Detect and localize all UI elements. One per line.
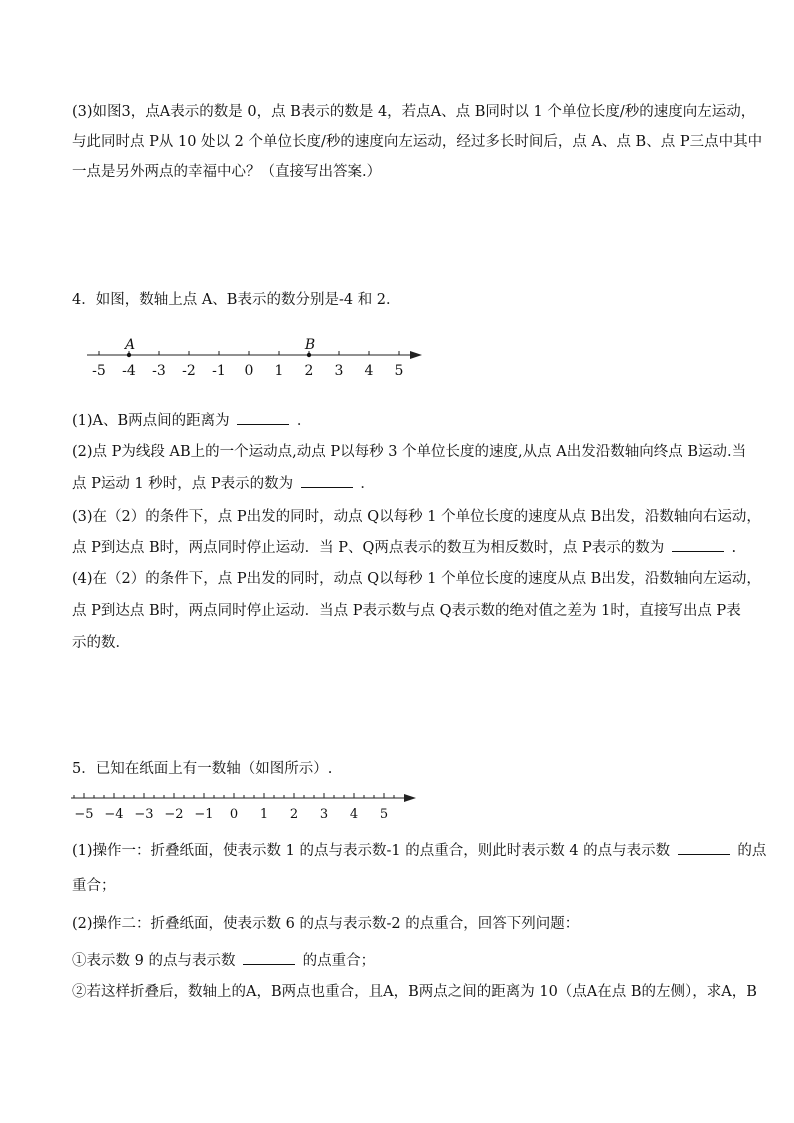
- q3-part3-line3: 一点是另外两点的幸福中心？（直接写出答案.）: [72, 164, 382, 180]
- q5-tick-label: 4: [349, 807, 359, 822]
- q4-part4-line1: (4)在（2）的条件下，点 P出发的同时，动点 Q以每秒 1 个单位长度的速度从点 B出发，沿数轴向左运动，: [72, 571, 761, 587]
- q5-item1-text: ①表示数 9 的点与表示数: [72, 953, 236, 969]
- q4-number-line: [72, 330, 432, 380]
- q4-tick-label: -5: [92, 363, 106, 379]
- q4-tick-label: 1: [274, 363, 284, 379]
- q4-tick-label: -3: [152, 363, 166, 379]
- q4-part2-line1: (2)点 P为线段 AB上的一个运动点,动点 P以每秒 3 个单位长度的速度,从点 A出发沿数轴向终点 B运动.当: [72, 444, 747, 460]
- q5-part1-end: 的点: [737, 843, 767, 859]
- q5-number-line: [66, 788, 426, 822]
- q4-tick-label: 3: [334, 363, 344, 379]
- q4-part1: [72, 410, 311, 431]
- q5-part1-line2: 重合；: [72, 878, 116, 894]
- q5-part2-item2: ②若这样折叠后，数轴上的A，B两点也重合，且A，B两点之间的距离为 10（点A在点 B的左侧），求A，B: [72, 984, 757, 1000]
- q4-part3-line2: [72, 537, 736, 558]
- q4-axis-group: [87, 337, 422, 379]
- q4-part1-end: ．: [296, 413, 312, 429]
- q5-part1-text: (1)操作一：折叠纸面，使表示数 1 的点与表示数-1 的点重合，则此时表示数 4 的点与表示数: [72, 843, 671, 859]
- q5-axis-group: [71, 793, 416, 822]
- q4-part2-end: ．: [360, 476, 375, 492]
- q4-part4-line2: 点 P到达点 B时，两点同时停止运动．当点 P表示数与点 Q表示数的绝对值之差为 1时，直接写出点 P表: [72, 603, 741, 619]
- q4-point-label-a: A: [124, 337, 136, 353]
- q5-title: 5．已知在纸面上有一数轴（如图所示）.: [72, 761, 333, 777]
- q4-title: 4．如图，数轴上点 A、B表示的数分别是-4 和 2．: [72, 292, 401, 308]
- q5-tick-label: −4: [104, 807, 124, 822]
- q4-tick-label: 2: [304, 363, 314, 379]
- q5-part2-item1: [72, 950, 375, 971]
- q4-tick-label: 4: [364, 363, 374, 379]
- q3-part3-line2: 与此同时点 P从 10 处以 2 个单位长度/秒的速度向左运动，经过多长时间后，点 A、点 B、点 P三点中其中: [72, 134, 763, 150]
- q4-tick-label: 0: [244, 363, 254, 379]
- q5-item1-end: 的点重合；: [302, 953, 376, 969]
- q5-tick-label: −3: [134, 807, 154, 822]
- q5-part2-line1: (2)操作二：折叠纸面，使表示数 6 的点与表示数-2 的点重合，回答下列问题：: [72, 916, 580, 932]
- q4-tick-label: -4: [122, 363, 136, 379]
- q4-part3-text: 点 P到达点 B时，两点同时停止运动．当 P、Q两点表示的数互为相反数时，点 P表示的数为: [72, 540, 665, 556]
- q4-part2-text: 点 P运动 1 秒时，点 P表示的数为: [72, 476, 294, 492]
- q4-part1-text: (1)A、B两点间的距离为: [72, 413, 230, 429]
- q4-part3-blank[interactable]: [672, 537, 724, 552]
- q4-part1-blank[interactable]: [237, 410, 289, 425]
- q3-part3-line1: (3)如图3，点A表示的数是 0，点 B表示的数是 4，若点A、点 B同时以 1 个单位长度/秒的速度向左运动，: [72, 104, 756, 120]
- q4-tick-label: -1: [212, 363, 226, 379]
- q5-part1-blank[interactable]: [678, 840, 730, 855]
- q4-part3-line1: (3)在（2）的条件下，点 P出发的同时，动点 Q以每秒 1 个单位长度的速度从点 B出发，沿数轴向右运动，: [72, 509, 761, 525]
- q5-part1-line1: [72, 840, 766, 861]
- q4-part2-blank[interactable]: [301, 473, 353, 488]
- q4-point-b: [307, 353, 311, 357]
- q5-tick-label: −2: [164, 807, 184, 822]
- q5-tick-label: −5: [74, 807, 94, 822]
- q5-tick-label: 0: [229, 807, 239, 822]
- q5-tick-label: 2: [289, 807, 299, 822]
- q5-item1-blank[interactable]: [243, 950, 295, 965]
- q4-part2-line2: [72, 473, 375, 494]
- q4-part3-end: .: [731, 540, 737, 556]
- q5-tick-label: 5: [379, 807, 389, 822]
- q5-axis-arrow: [404, 794, 416, 802]
- q4-point-a: [127, 353, 131, 357]
- q5-tick-label: 3: [319, 807, 329, 822]
- q5-tick-label: 1: [259, 807, 269, 822]
- q5-tick-label: −1: [194, 807, 214, 822]
- q4-point-label-b: B: [304, 337, 316, 353]
- q4-axis-arrow: [410, 351, 422, 359]
- q4-tick-label: -2: [182, 363, 196, 379]
- q4-part4-line3: 示的数．: [72, 635, 130, 651]
- q4-tick-label: 5: [394, 363, 404, 379]
